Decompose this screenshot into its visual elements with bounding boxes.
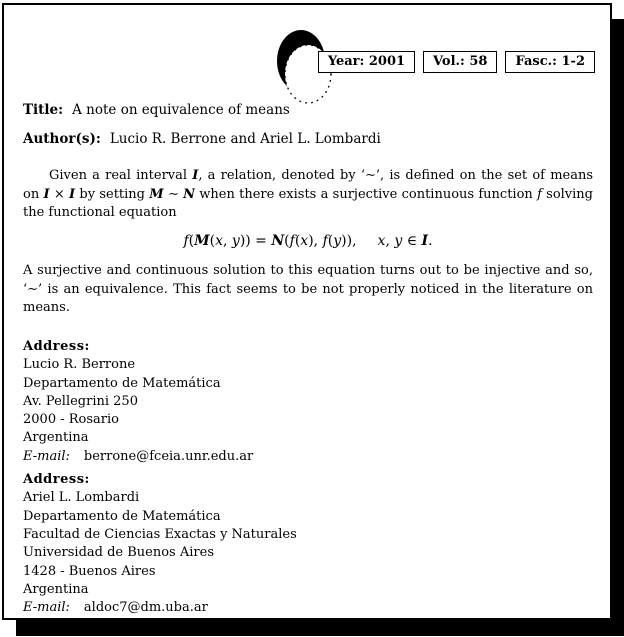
abstract-content: [23, 101, 593, 617]
address-line-street: Av. Pellegrini 250: [23, 393, 138, 409]
email-label: E-mail:: [23, 600, 70, 616]
address-block-2: [23, 471, 593, 617]
authors-text: Lucio R. Berrone and Ariel L. Lombardi: [109, 131, 381, 147]
email-line: [23, 448, 593, 466]
email-address: aldoc7@dm.uba.ar: [83, 600, 208, 616]
fascicle-badge: Fasc.: 1-2: [505, 51, 595, 73]
address-line-department: Departamento de Matemática: [23, 375, 221, 391]
address-line-name: Ariel L. Lombardi: [23, 490, 140, 506]
address-line-university: Universidad de Buenos Aires: [23, 545, 214, 561]
email-address: berrone@fceia.unr.edu.ar: [83, 448, 254, 464]
year-badge: Year: 2001: [318, 51, 415, 73]
address-label: Address:: [23, 339, 90, 354]
issue-badges: [318, 51, 595, 73]
address-line-city: 2000 - Rosario: [23, 412, 119, 428]
address-line-name: Lucio R. Berrone: [23, 357, 136, 373]
address-line-department: Departamento de Matemática: [23, 508, 221, 524]
address-line-country: Argentina: [23, 430, 89, 446]
title-label: Title:: [23, 102, 64, 118]
author-line: [23, 130, 593, 149]
authors-label: Author(s):: [23, 131, 101, 147]
email-label: E-mail:: [23, 448, 70, 464]
volume-badge: Vol.: 58: [423, 51, 497, 73]
address-block-1: [23, 338, 593, 466]
journal-abstract-page: [2, 3, 612, 620]
functional-equation: f(M(x, y)) = N(f(x), f(y)), x, y ∈ I.: [183, 232, 433, 249]
address-line-city: 1428 - Buenos Aires: [23, 563, 156, 579]
email-line: [23, 599, 593, 617]
abstract-paragraph-2: A surjective and continuous solution to this equation turns out to be injective and so, ‘∼’ is an equivalence. This fact seems to be not properly noticed in the literature on means.: [23, 263, 593, 315]
title-text: A note on equivalence of means: [72, 102, 290, 118]
address-line-country: Argentina: [23, 581, 89, 597]
address-label: Address:: [23, 472, 90, 488]
title-line: [23, 101, 593, 120]
address-line-faculty: Facultad de Ciencias Exactas y Naturales: [23, 526, 297, 542]
abstract-paragraph-1: Given a real interval I, a relation, denoted by ‘∼’, is defined on the set of means on I × I by setting M ∼ N when there exists a surjective continuous function f solving the functional equation: [23, 168, 594, 220]
